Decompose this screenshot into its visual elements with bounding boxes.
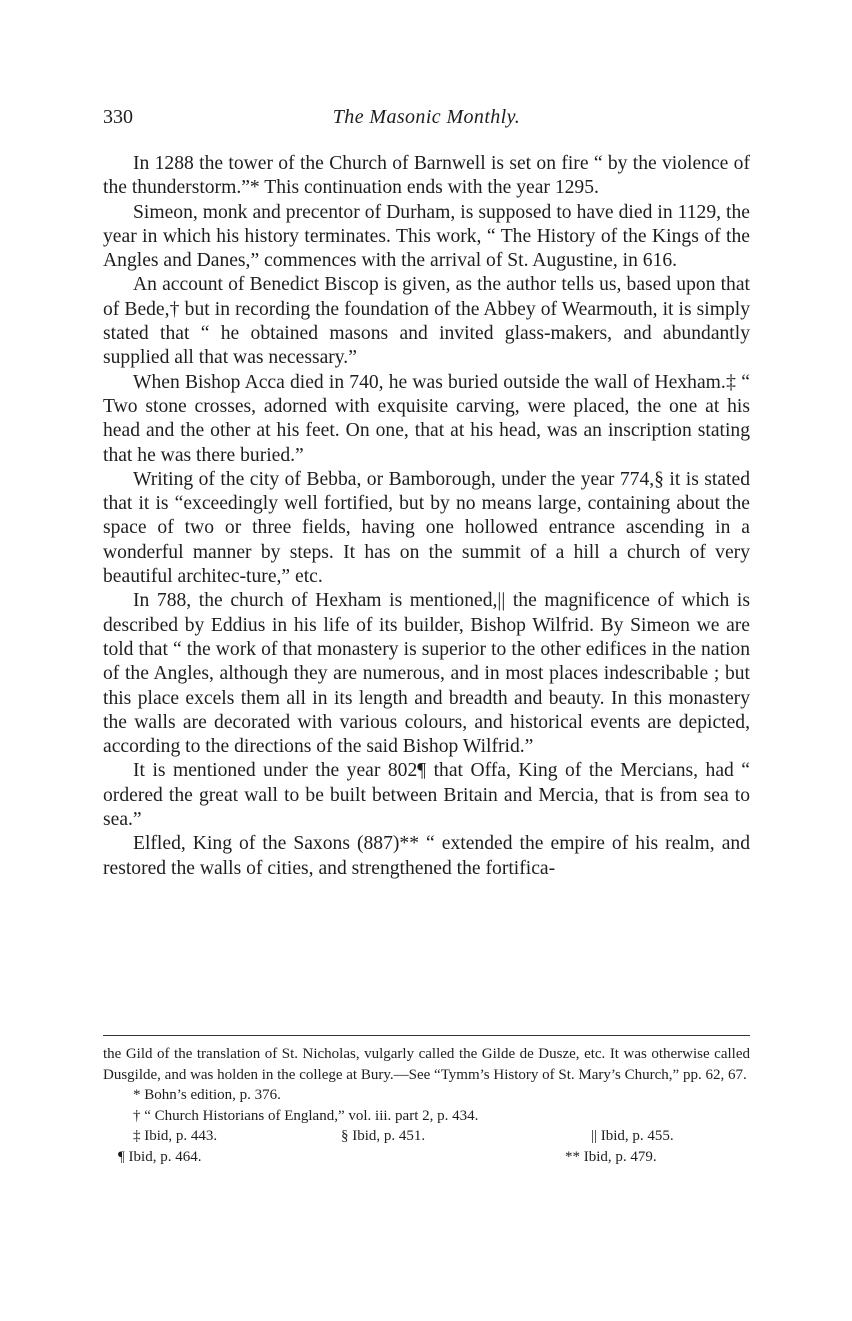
page-number: 330	[103, 106, 133, 128]
paragraph-bishop-acca: When Bishop Acca died in 740, he was buried outside the wall of Hexham.‡ “ Two stone crosses, adorned with exquisite carving, were placed, the one at his head and the other at his feet. On one, that at his head, was an inscription stating that he was there buried.”	[103, 371, 750, 466]
footnote-row-1	[103, 1126, 750, 1147]
paragraph-benedict-biscop: An account of Benedict Biscop is given, as the author tells us, based upon that of Bede,† but in recording the foundation of the Abbey of Wearmouth, it is simply stated that “ he obtained masons and invited glass-makers, and abundantly supplied all that was necessary.”	[103, 274, 750, 369]
running-header	[103, 106, 750, 132]
footnote-double-dagger: ‡ Ibid, p. 443.	[133, 1128, 218, 1144]
paragraph-barnwell: In 1288 the tower of the Church of Barnwell is set on fire “ by the violence of the thunderstorm.”* This continuation ends with the year 1295.	[103, 153, 750, 199]
footnote-dagger: † “ Church Historians of England,” vol. iii. part 2, p. 434.	[133, 1107, 479, 1124]
footnotes	[103, 1044, 750, 1167]
running-title: The Masonic Monthly.	[332, 106, 521, 128]
footnote-double-star: ** Ibid, p. 479.	[565, 1148, 657, 1165]
paragraph-hexham: In 788, the church of Hexham is mentioned,|| the magnificence of which is described by Eddius in his life of its builder, Bishop Wilfrid. By Simeon we are told that “ the work of that monastery is superior to the other edifices in the nation of the Angles, although they are numerous, and in most places indescribable ; but this place excels them all in its length and breadth and beauty. In this monastery the walls are decorated with various colours, and historical events are depicted, according to the directions of the said Bishop Wilfrid.”	[103, 590, 750, 758]
footnote-pilcrow: ¶ Ibid, p. 464.	[118, 1148, 202, 1165]
footnote-star: * Bohn’s edition, p. 376.	[133, 1087, 281, 1103]
body-text	[103, 152, 750, 881]
paragraph-elfled: Elfled, King of the Saxons (887)** “ extended the empire of his realm, and restored the walls of cities, and strengthened the fortifica-	[103, 833, 750, 879]
footnote-row-2	[103, 1147, 750, 1168]
paragraph-bamborough: Writing of the city of Bebba, or Bamborough, under the year 774,§ it is stated that it is “exceedingly well fortified, but by no means large, containing about the space of two or three fields, having one hollowed entrance ascending in a wonderful manner by steps. It has on the summit of a hill a church of very beautiful architec-ture,” etc.	[103, 468, 750, 588]
footnote-divider	[103, 1035, 750, 1036]
footnote-parallel: || Ibid, p. 455.	[591, 1128, 674, 1144]
paragraph-offa: It is mentioned under the year 802¶ that Offa, King of the Mercians, had “ ordered the great wall to be built between Britain and Mercia, that is from sea to sea.”	[103, 760, 750, 831]
footnote-section: § Ibid, p. 451.	[341, 1128, 426, 1144]
paragraph-simeon: Simeon, monk and precentor of Durham, is supposed to have died in 1129, the year in which his history terminates. This work, “ The History of the Kings of the Angles and Danes,” commences with the arrival of St. Augustine, in 616.	[103, 201, 750, 272]
footnote-continuation: the Gild of the translation of St. Nicholas, vulgarly called the Gilde de Dusze, etc. It was otherwise called Dusgilde, and was holden in the college at Bury.—See “Tymm’s History of St. Mary’s Church,” pp. 62, 67.	[103, 1046, 750, 1083]
